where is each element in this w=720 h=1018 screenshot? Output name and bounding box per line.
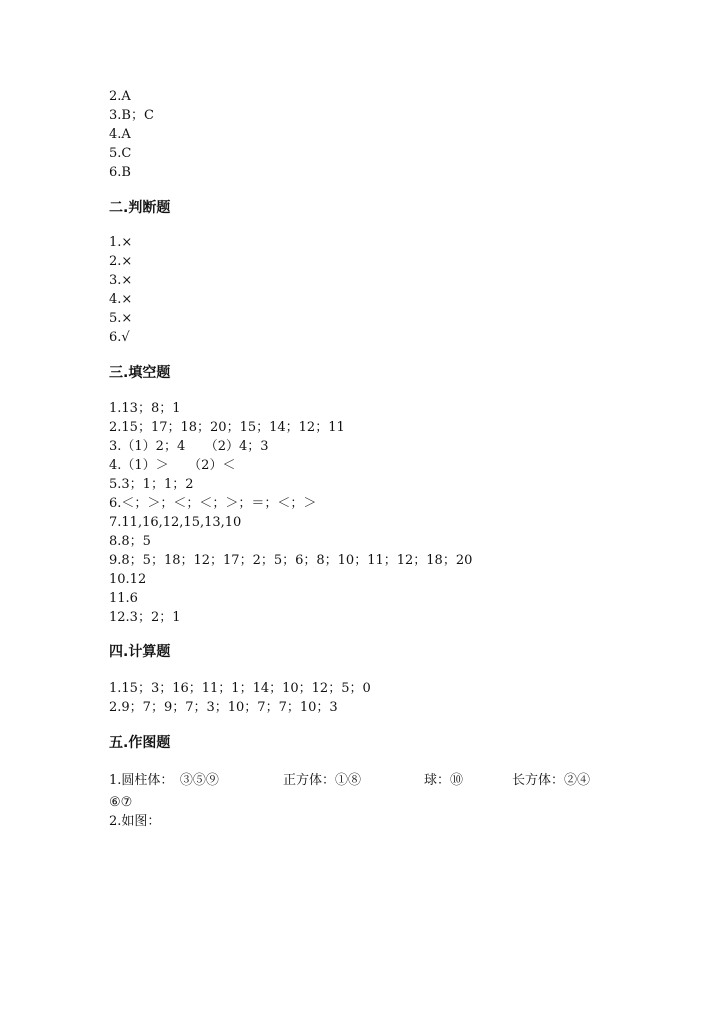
judgment-answer-3: 3.× (109, 273, 133, 288)
calc-answer-1: 1.15；3；16；11；1；14；10；12；5；0 (109, 681, 371, 696)
fill-answer-12: 12.3；2；1 (109, 610, 181, 625)
choice-answer-3: 3.B；C (109, 108, 154, 123)
drawing-answer-2: 2.如图： (109, 814, 161, 829)
fill-answer-10: 10.12 (109, 572, 147, 587)
fill-answer-11: 11.6 (109, 591, 138, 606)
judgment-answer-5: 5.× (109, 311, 133, 326)
sphere-answer: 球：⑩ (424, 773, 464, 788)
fill-answer-1: 1.13；8；1 (109, 401, 181, 416)
section-heading-drawing: 五.作图题 (109, 735, 171, 751)
choice-answer-6: 6.B (109, 165, 131, 180)
judgment-answer-1: 1.× (109, 235, 133, 250)
choice-answer-2: 2.A (109, 89, 131, 104)
judgment-answer-4: 4.× (109, 292, 133, 307)
cuboid-answer-continued: ⑥⑦ (109, 795, 133, 810)
fill-answer-9: 9.8；5；18；12；17；2；5；6；8；10；11；12；18；20 (109, 553, 473, 568)
section-heading-fill-blank: 三.填空题 (109, 365, 171, 381)
judgment-answer-6: 6.√ (109, 330, 130, 345)
fill-answer-2: 2.15；17；18；20；15；14；12；11 (109, 420, 345, 435)
fill-answer-3: 3.（1）2；4 （2）4；3 (109, 439, 269, 454)
cube-answer: 正方体：①⑧ (283, 773, 362, 788)
cuboid-answer: 长方体：②④ (512, 773, 591, 788)
section-heading-calculation: 四.计算题 (109, 644, 171, 660)
choice-answer-5: 5.C (109, 146, 132, 161)
fill-answer-6: 6.＜；＞；＜；＜；＞；＝；＜；＞ (109, 496, 317, 511)
cylinder-answer: 1.圆柱体： ③⑤⑨ (109, 773, 219, 788)
fill-answer-7: 7.11,16,12,15,13,10 (109, 515, 242, 530)
section-heading-judgment: 二.判断题 (109, 200, 171, 216)
fill-answer-5: 5.3；1；1；2 (109, 477, 194, 492)
shape-classification-row (109, 771, 609, 790)
fill-answer-8: 8.8；5 (109, 534, 151, 549)
calc-answer-2: 2.9；7；9；7；3；10；7；7；10；3 (109, 700, 338, 715)
choice-answer-4: 4.A (109, 127, 131, 142)
fill-answer-4: 4.（1）＞ （2）＜ (109, 458, 236, 473)
judgment-answer-2: 2.× (109, 254, 133, 269)
